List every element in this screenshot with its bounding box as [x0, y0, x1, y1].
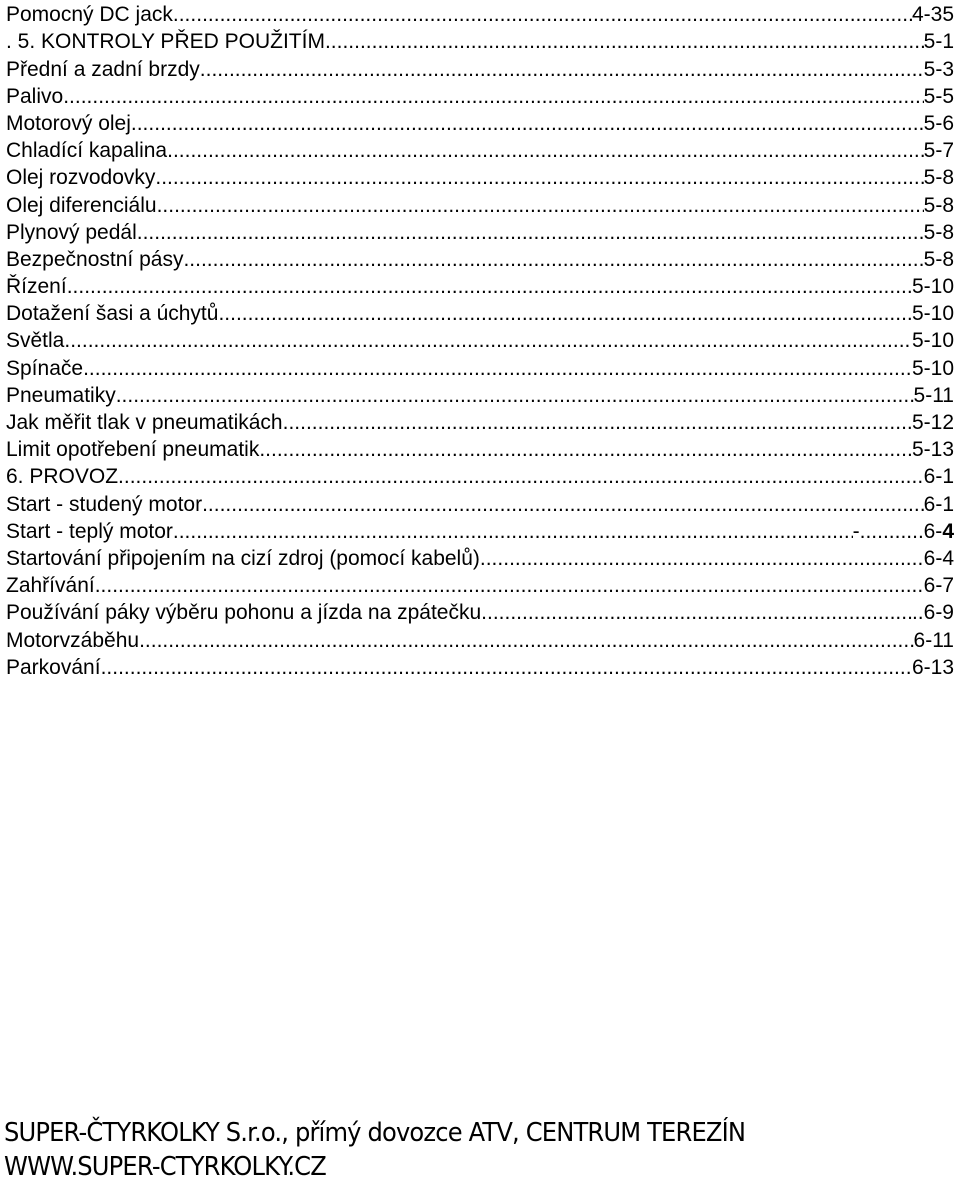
dot-leader	[116, 384, 914, 408]
toc-entry-page: 6-	[923, 519, 943, 543]
toc-entry-label: Světla	[6, 329, 65, 353]
dot-leader	[95, 574, 924, 598]
toc-entry-page: 5-10	[911, 302, 954, 326]
dot-leader	[63, 85, 923, 109]
toc-entry	[6, 653, 954, 680]
dot-leader	[64, 329, 912, 353]
toc-entry-label: 6. PROVOZ	[6, 465, 119, 489]
toc-entry-page: 5-1	[923, 30, 954, 54]
toc-entry	[6, 299, 954, 326]
toc-entry-label: Zahřívání	[6, 574, 95, 598]
dot-leader	[137, 221, 924, 245]
dot-leader	[131, 112, 924, 136]
toc-entry	[6, 163, 954, 190]
toc-entry-label: Pomocný DC jack	[6, 3, 173, 27]
toc-entry	[6, 353, 954, 380]
toc-entry	[6, 489, 954, 516]
toc-entry-label: Přední a zadní brzdy	[6, 57, 200, 81]
dot-leader	[860, 520, 924, 544]
toc-entry	[6, 571, 954, 598]
toc-entry-label: Plynový pedál	[6, 220, 137, 244]
toc-entry-label: Start - studený motor	[6, 492, 203, 516]
toc-entry-page: 5-10	[911, 275, 954, 299]
dot-leader	[167, 139, 924, 163]
toc-entry-page: 5-8	[923, 166, 954, 190]
dot-leader	[67, 275, 912, 299]
dot-leader	[173, 3, 912, 27]
toc-entry	[6, 625, 954, 652]
toc-entry-label: Bezpečnostní pásy	[6, 247, 184, 271]
toc-entry-label: . 5. KONTROLY PŘED POUŽITÍM	[6, 30, 325, 54]
toc-entry-label: Limit opotřebení pneumatik	[6, 438, 260, 462]
toc-entry	[6, 598, 954, 625]
toc-entry	[6, 408, 954, 435]
toc-entry-page: 5-3	[923, 57, 954, 81]
toc-entry	[6, 326, 954, 353]
toc-entry	[6, 381, 954, 408]
dot-leader	[139, 629, 913, 653]
dot-leader	[481, 601, 912, 625]
toc-entry	[6, 0, 954, 27]
toc-entry-label: Jak měřit tlak v pneumatikách	[6, 411, 283, 434]
toc-entry-page: 6-13	[911, 655, 954, 679]
toc-entry-page: 6-11	[913, 628, 954, 652]
toc-entry-label: Spínače	[6, 356, 84, 380]
dot-leader	[200, 58, 924, 82]
toc-entry-page: 5-8	[923, 247, 954, 271]
toc-entry-page: 5-8	[923, 220, 954, 244]
dot-leader	[157, 194, 924, 218]
toc-entry-page: 4-35	[911, 3, 954, 27]
toc-entry-page: ..6-9	[911, 601, 954, 625]
toc-entry-label: Řízení	[6, 275, 67, 299]
toc-entry	[6, 245, 954, 272]
toc-entry	[6, 435, 954, 462]
toc-entry	[6, 544, 954, 571]
toc-entry	[6, 517, 954, 544]
toc-entry-label: Palivo	[6, 84, 64, 108]
dot-leader	[101, 656, 912, 680]
toc-entry	[6, 54, 954, 81]
toc-entry	[6, 27, 954, 54]
toc-entry-page: 5-12	[911, 411, 954, 434]
toc-entry	[6, 462, 954, 489]
toc-entry-label: Start - teplý motor	[6, 519, 173, 543]
dot-leader	[183, 248, 923, 272]
dot-leader	[283, 411, 912, 435]
toc-entry-label: Chladící kapalina	[6, 139, 168, 163]
toc-entry-label: Motorvzáběhu	[6, 628, 140, 652]
dot-leader	[83, 357, 912, 381]
dot-leader	[118, 465, 924, 489]
toc-entry-page: 6-4	[923, 546, 954, 570]
toc-entry-page: 5-11	[913, 383, 954, 407]
toc-entry-label: Parkování	[6, 655, 101, 679]
table-of-contents	[6, 0, 954, 680]
toc-entry	[6, 272, 954, 299]
toc-entry-page-prefix: -	[852, 519, 860, 543]
dot-leader	[325, 30, 924, 54]
dot-leader	[218, 302, 912, 326]
toc-entry-page: 6-1	[923, 465, 954, 489]
company-website: WWW.SUPER-CTYRKOLKY.CZ	[4, 1152, 326, 1182]
dot-leader	[259, 438, 912, 462]
toc-entry	[6, 218, 954, 245]
dot-leader	[202, 493, 924, 517]
toc-entry-page: 5-10	[911, 329, 954, 353]
toc-entry-label: Olej diferenciálu	[6, 193, 157, 217]
toc-entry-page: 5-8	[923, 193, 954, 217]
toc-entry	[6, 190, 954, 217]
toc-entry-label: Olej rozvodovky	[6, 166, 156, 190]
toc-entry-page: 5-7	[923, 139, 954, 163]
toc-entry	[6, 136, 954, 163]
toc-entry-page: 6-1	[923, 492, 954, 516]
toc-entry-page: 5-6	[923, 111, 954, 135]
toc-entry-page: 5-10	[911, 356, 954, 380]
toc-entry-page: 5-13	[911, 438, 954, 462]
toc-entry-page: 6-7	[923, 574, 954, 598]
toc-entry-label: Dotažení šasi a úchytů	[6, 302, 219, 326]
company-footer	[4, 1116, 889, 1184]
toc-entry	[6, 109, 954, 136]
toc-entry-page-bold: 4	[942, 519, 954, 543]
toc-entry-label: Pneumatiky	[6, 383, 116, 407]
dot-leader	[155, 166, 923, 190]
toc-entry-page: 5-5	[923, 84, 954, 108]
toc-entry-label: Motorový olej	[6, 111, 131, 135]
dot-leader	[173, 520, 853, 544]
toc-entry-label: Používání páky výběru pohonu a jízda na zpátečku	[6, 601, 482, 625]
toc-entry-label: Startování připojením na cizí zdroj (pomocí kabelů)	[6, 546, 480, 570]
toc-entry	[6, 82, 954, 109]
dot-leader	[480, 547, 924, 571]
company-name: SUPER-ČTYRKOLKY S.r.o., přímý dovozce ATV, CENTRUM TEREZÍN	[4, 1118, 746, 1148]
